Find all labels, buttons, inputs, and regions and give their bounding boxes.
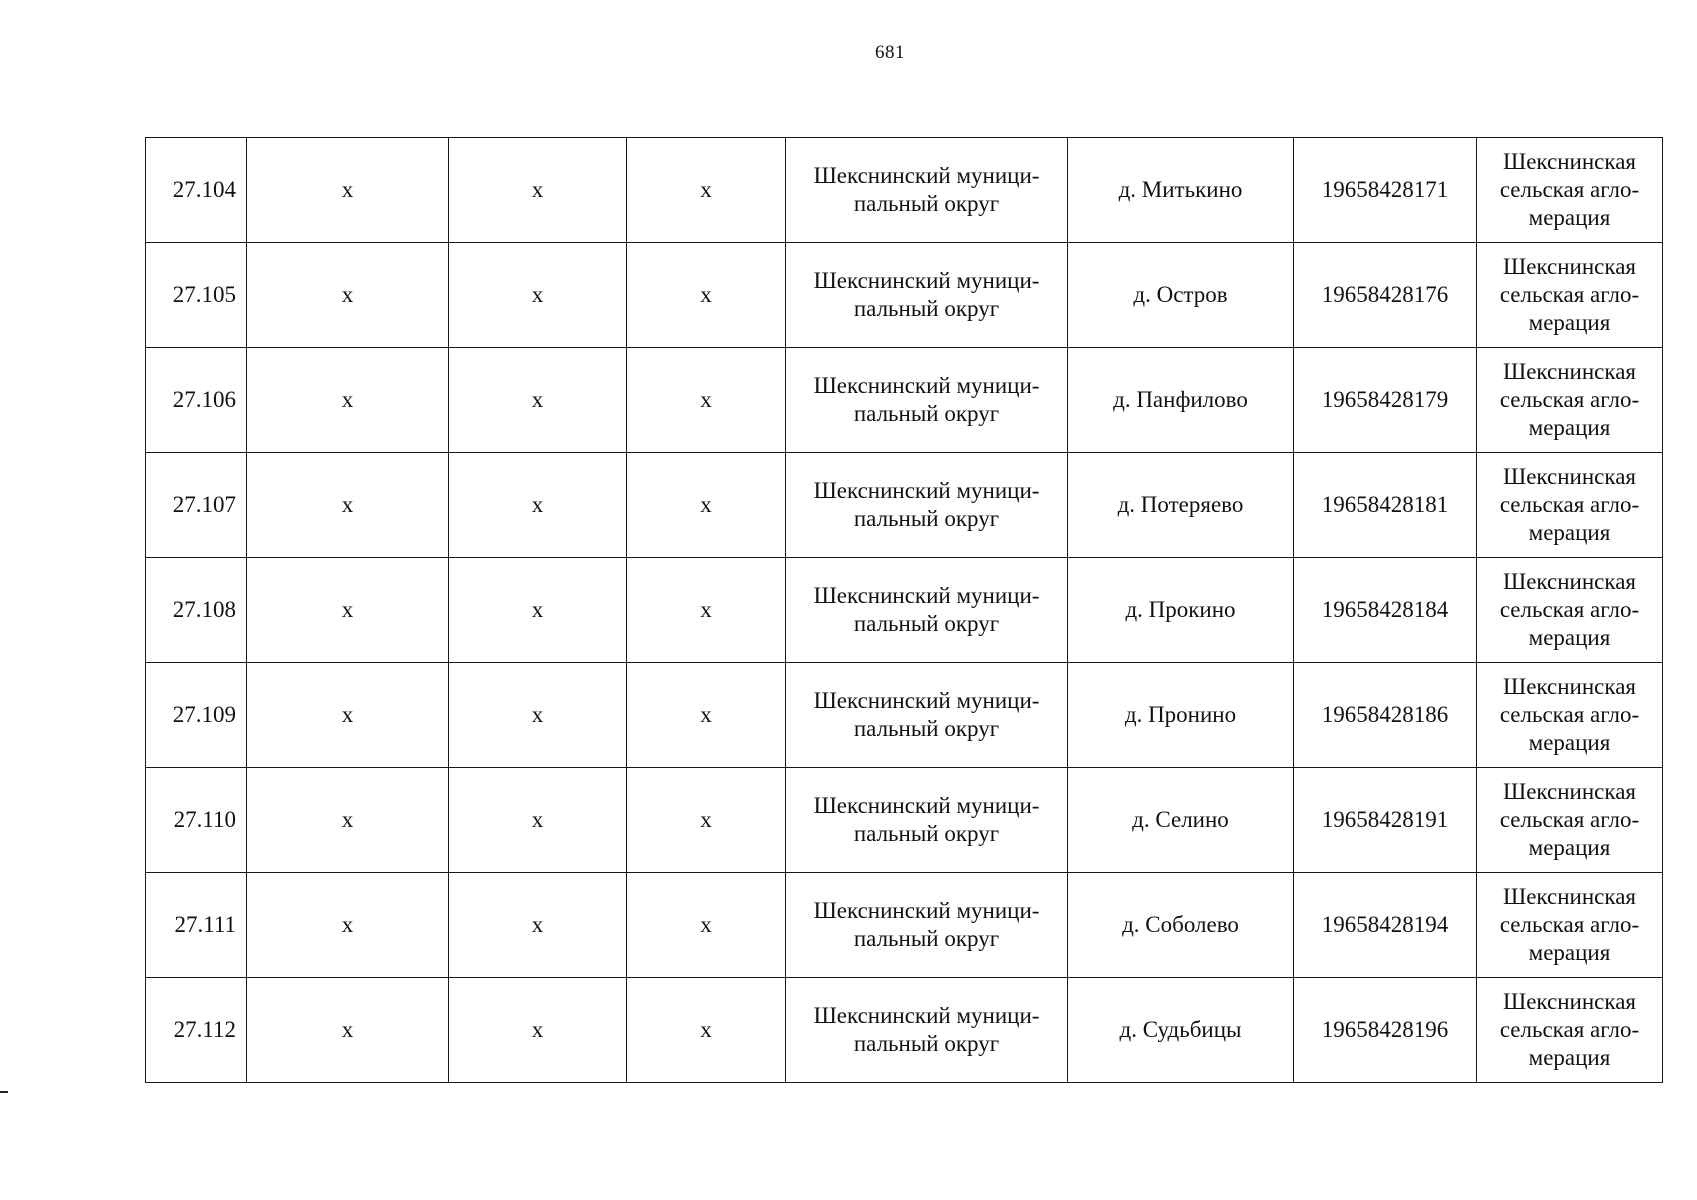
row-number-cell: 27.108 [146, 558, 247, 663]
placeholder-cell-2: х [449, 978, 627, 1083]
placeholder-cell-3: х [627, 663, 786, 768]
table-row [146, 243, 1663, 348]
table-row [146, 453, 1663, 558]
settlement-cell: д. Потеряево [1068, 453, 1294, 558]
oktmo-code-cell: 19658428171 [1294, 138, 1477, 243]
table-body [146, 138, 1663, 1083]
district-cell: Шекснинский муници- пальный округ [786, 663, 1068, 768]
district-cell: Шекснинский муници- пальный округ [786, 768, 1068, 873]
placeholder-cell-3: х [627, 768, 786, 873]
placeholder-cell-3: х [627, 558, 786, 663]
agglomeration-cell: Шекснинская сельская агло- мерация [1477, 243, 1663, 348]
row-number-cell: 27.112 [146, 978, 247, 1083]
row-number-cell: 27.107 [146, 453, 247, 558]
district-cell: Шекснинский муници- пальный округ [786, 138, 1068, 243]
settlement-cell: д. Соболево [1068, 873, 1294, 978]
placeholder-cell-2: х [449, 558, 627, 663]
page-number: 681 [875, 42, 905, 63]
district-cell: Шекснинский муници- пальный округ [786, 348, 1068, 453]
agglomeration-cell: Шекснинская сельская агло- мерация [1477, 978, 1663, 1083]
settlement-cell: д. Остров [1068, 243, 1294, 348]
table-row [146, 558, 1663, 663]
placeholder-cell-1: х [247, 663, 449, 768]
placeholder-cell-3: х [627, 138, 786, 243]
agglomeration-cell: Шекснинская сельская агло- мерация [1477, 138, 1663, 243]
district-cell: Шекснинский муници- пальный округ [786, 873, 1068, 978]
settlement-cell: д. Судьбицы [1068, 978, 1294, 1083]
placeholder-cell-1: х [247, 873, 449, 978]
registry-table-container [145, 137, 1663, 1083]
table-row [146, 978, 1663, 1083]
agglomeration-cell: Шекснинская сельская агло- мерация [1477, 348, 1663, 453]
oktmo-code-cell: 19658428191 [1294, 768, 1477, 873]
placeholder-cell-1: х [247, 978, 449, 1083]
settlement-cell: д. Панфилово [1068, 348, 1294, 453]
table-row [146, 873, 1663, 978]
oktmo-code-cell: 19658428184 [1294, 558, 1477, 663]
placeholder-cell-1: х [247, 243, 449, 348]
table-row [146, 138, 1663, 243]
table-row [146, 663, 1663, 768]
agglomeration-cell: Шекснинская сельская агло- мерация [1477, 558, 1663, 663]
placeholder-cell-2: х [449, 873, 627, 978]
placeholder-cell-3: х [627, 243, 786, 348]
placeholder-cell-1: х [247, 138, 449, 243]
row-number-cell: 27.109 [146, 663, 247, 768]
placeholder-cell-2: х [449, 138, 627, 243]
oktmo-code-cell: 19658428181 [1294, 453, 1477, 558]
placeholder-cell-3: х [627, 348, 786, 453]
agglomeration-cell: Шекснинская сельская агло- мерация [1477, 663, 1663, 768]
placeholder-cell-1: х [247, 768, 449, 873]
placeholder-cell-2: х [449, 348, 627, 453]
district-cell: Шекснинский муници- пальный округ [786, 453, 1068, 558]
agglomeration-cell: Шекснинская сельская агло- мерация [1477, 873, 1663, 978]
placeholder-cell-2: х [449, 243, 627, 348]
settlement-cell: д. Митькино [1068, 138, 1294, 243]
oktmo-code-cell: 19658428179 [1294, 348, 1477, 453]
placeholder-cell-1: х [247, 453, 449, 558]
agglomeration-cell: Шекснинская сельская агло- мерация [1477, 768, 1663, 873]
oktmo-code-cell: 19658428176 [1294, 243, 1477, 348]
placeholder-cell-3: х [627, 453, 786, 558]
oktmo-code-cell: 19658428194 [1294, 873, 1477, 978]
oktmo-code-cell: 19658428186 [1294, 663, 1477, 768]
placeholder-cell-2: х [449, 768, 627, 873]
placeholder-cell-2: х [449, 453, 627, 558]
placeholder-cell-3: х [627, 873, 786, 978]
settlement-cell: д. Селино [1068, 768, 1294, 873]
placeholder-cell-1: х [247, 558, 449, 663]
district-cell: Шекснинский муници- пальный округ [786, 243, 1068, 348]
agglomeration-cell: Шекснинская сельская агло- мерация [1477, 453, 1663, 558]
margin-mark [0, 1091, 8, 1093]
settlement-cell: д. Пронино [1068, 663, 1294, 768]
row-number-cell: 27.111 [146, 873, 247, 978]
row-number-cell: 27.104 [146, 138, 247, 243]
district-cell: Шекснинский муници- пальный округ [786, 978, 1068, 1083]
table-row [146, 768, 1663, 873]
placeholder-cell-2: х [449, 663, 627, 768]
row-number-cell: 27.105 [146, 243, 247, 348]
oktmo-code-cell: 19658428196 [1294, 978, 1477, 1083]
settlement-cell: д. Прокино [1068, 558, 1294, 663]
placeholder-cell-1: х [247, 348, 449, 453]
placeholder-cell-3: х [627, 978, 786, 1083]
table-row [146, 348, 1663, 453]
district-cell: Шекснинский муници- пальный округ [786, 558, 1068, 663]
row-number-cell: 27.106 [146, 348, 247, 453]
registry-table [145, 137, 1663, 1083]
row-number-cell: 27.110 [146, 768, 247, 873]
